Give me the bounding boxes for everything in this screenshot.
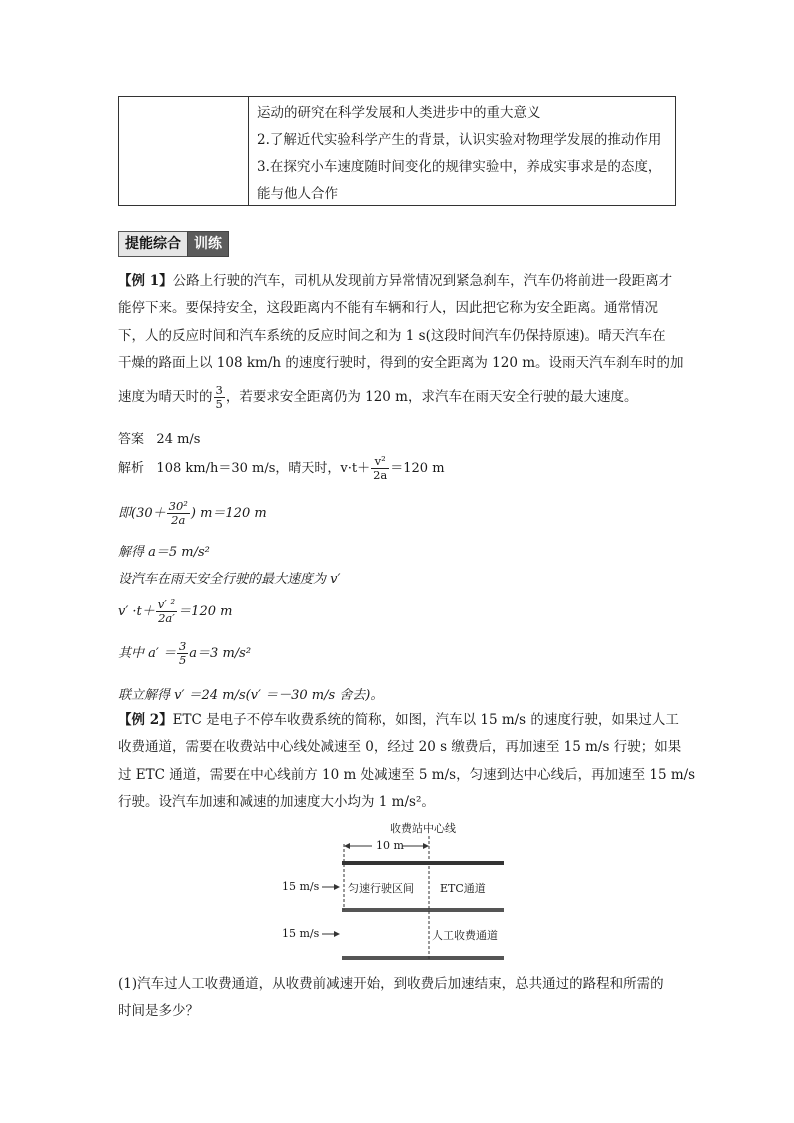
example1-line: 干燥的路面上以 108 km/h 的速度行驶时，得到的安全距离为 120 m。设雨天汽车刹车时的加 bbox=[118, 354, 684, 371]
step-text-end: a＝3 m/s² bbox=[189, 646, 252, 661]
example1-tag: 【例 1】 bbox=[118, 273, 173, 289]
table-right-cell bbox=[257, 100, 671, 208]
example2-tag: 【例 2】 bbox=[118, 712, 173, 728]
fraction-den: 5 bbox=[178, 653, 187, 667]
fraction-den: 2a bbox=[373, 468, 388, 482]
fraction-num: 3 bbox=[215, 383, 223, 397]
fraction-num: v′ ² bbox=[157, 597, 176, 611]
diagram-speed-1: 15 m/s bbox=[282, 880, 320, 893]
arrow-head-icon bbox=[423, 843, 429, 849]
fraction-num: 3 bbox=[178, 639, 187, 653]
section-header bbox=[118, 231, 229, 257]
answer-label: 答案 bbox=[118, 432, 145, 447]
step-text-end: ＝120 m bbox=[178, 604, 233, 619]
fraction bbox=[214, 384, 225, 411]
table-line: 能与他人合作 bbox=[257, 186, 338, 202]
question1-body bbox=[118, 971, 678, 1026]
analysis-label: 解析 bbox=[118, 461, 145, 476]
step-text: v′ ·t＋ bbox=[118, 604, 155, 619]
step-text-end: ) m＝120 m bbox=[190, 506, 267, 521]
analysis-line-7: 联立解得 v′ ＝24 m/s(v′ ＝－30 m/s 舍去)。 bbox=[118, 688, 384, 703]
step-text: 其中 a′ ＝ bbox=[118, 646, 176, 661]
fraction bbox=[167, 500, 190, 527]
analysis-line-5 bbox=[118, 598, 232, 625]
fraction-num: v² bbox=[371, 455, 389, 469]
example1-line5-pre: 速度为晴天时的 bbox=[118, 389, 213, 405]
fraction bbox=[177, 640, 188, 667]
analysis-line-1 bbox=[118, 455, 445, 482]
analysis-text-end: ＝120 m bbox=[390, 461, 445, 476]
section-header-right: 训练 bbox=[187, 231, 229, 257]
analysis-line-2 bbox=[118, 500, 267, 527]
analysis-line-6 bbox=[118, 640, 251, 667]
answer-value: 24 m/s bbox=[156, 432, 201, 447]
fraction bbox=[156, 598, 177, 625]
fraction-den: 2a′ bbox=[158, 611, 175, 625]
step-text: 即(30＋ bbox=[118, 506, 166, 521]
table-left-cell bbox=[119, 97, 249, 205]
analysis-text: 108 km/h＝30 m/s，晴天时，v·t＋ bbox=[156, 461, 371, 476]
fraction-den: 2a bbox=[171, 513, 186, 527]
diagram-manual-label: 人工收费通道 bbox=[432, 929, 498, 942]
arrow-head-icon bbox=[334, 884, 340, 890]
question1-line: (1)汽车过人工收费通道，从收费前减速开始，到收费后加速结束，总共通过的路程和所需的 bbox=[118, 976, 664, 992]
example2-line: 行驶。设汽车加速和减速的加速度大小均为 1 m/s²。 bbox=[118, 793, 435, 810]
example1-line: 下，人的反应时间和汽车系统的反应时间之和为 1 s(这段时间汽车仍保持原速)。晴天汽车在 bbox=[118, 327, 666, 344]
table-line: 3.在探究小车速度随时间变化的规律实验中，养成实事求是的态度， bbox=[257, 159, 662, 175]
diagram-zone-label: 匀速行驶区间 bbox=[348, 882, 414, 895]
example2-body bbox=[118, 707, 696, 816]
diagram-speed-2: 15 m/s bbox=[282, 927, 320, 940]
fraction-num: 30² bbox=[168, 499, 188, 513]
example2-line: ETC 是电子不停车收费系统的简称，如图，汽车以 15 m/s 的速度行驶，如果过人工 bbox=[172, 712, 679, 728]
example1-body bbox=[118, 268, 684, 377]
fraction-den: 5 bbox=[215, 397, 223, 411]
example1-line5-post: ，若要求安全距离仍为 120 m，求汽车在雨天安全行驶的最大速度。 bbox=[225, 389, 638, 405]
example2-line: 收费通道，需要在收费站中心线处减速至 0，经过 20 s 缴费后，再加速至 15 m/s 行驶；如果 bbox=[118, 739, 682, 756]
table-line: 运动的研究在科学发展和人类进步中的重大意义 bbox=[257, 105, 541, 121]
question1-line: 时间是多少？ bbox=[118, 1003, 199, 1020]
etc-diagram bbox=[278, 816, 518, 966]
example1-line: 能停下来。要保持安全，这段距离内不能有车辆和行人，因此把它称为安全距离。通常情况 bbox=[118, 300, 658, 317]
example1-line: 公路上行驶的汽车，司机从发现前方异常情况到紧急刹车，汽车仍将前进一段距离才 bbox=[172, 273, 673, 289]
arrow-head-icon bbox=[334, 931, 340, 937]
diagram-distance: 10 m bbox=[376, 839, 404, 852]
analysis-line-4: 设汽车在雨天安全行驶的最大速度为 v′ bbox=[118, 572, 341, 587]
section-header-left: 提能综合 bbox=[118, 231, 187, 257]
table-line: 2.了解近代实验科学产生的背景，认识实验对物理学发展的推动作用 bbox=[257, 132, 662, 148]
answer-line bbox=[118, 428, 200, 447]
example1-line5 bbox=[118, 384, 637, 411]
fraction bbox=[371, 455, 389, 482]
analysis-line-3: 解得 a＝5 m/s² bbox=[118, 545, 210, 560]
objectives-table bbox=[118, 96, 676, 206]
diagram-etc-label: ETC通道 bbox=[440, 882, 486, 895]
example2-line: 过 ETC 通道，需要在中心线前方 10 m 处减速至 5 m/s，匀速到达中心线后，再加速至 15 m/s bbox=[118, 766, 696, 783]
diagram-title: 收费站中心线 bbox=[390, 822, 456, 835]
arrow-head-icon bbox=[344, 843, 350, 849]
